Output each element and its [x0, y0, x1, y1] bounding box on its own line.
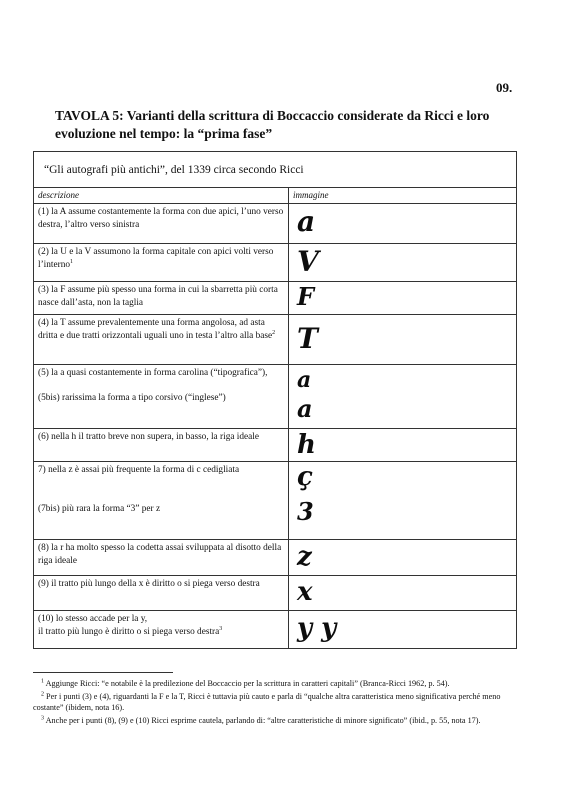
footnote-separator [33, 672, 173, 673]
image-cell [289, 575, 517, 610]
table-row [34, 243, 517, 281]
table-caption-row [34, 152, 517, 188]
letter-y-specimen: y y [297, 612, 337, 643]
footnotes [33, 678, 517, 728]
table-row [34, 364, 517, 428]
footnote-mark: 1 [41, 678, 44, 685]
letter-r-specimen: z [297, 541, 312, 572]
table-row [34, 428, 517, 461]
page-title: TAVOLA 5: Varianti della scrittura di Boccaccio considerate da Ricci e loro evoluzione nel tempo: la “prima fase” [55, 108, 490, 141]
table-row [34, 461, 517, 539]
image-cell [289, 243, 517, 281]
description-text: 7) nella z è assai più frequente la forma di c cedigliata [38, 464, 240, 475]
footnote-ref: 3 [219, 626, 223, 633]
description-text-bis: (7bis) più rara la forma “3” per z [38, 504, 161, 515]
description-text-bis: il tratto più lungo è diritto o si piega verso destra [38, 627, 220, 638]
description-cell [34, 364, 289, 428]
table-row [34, 281, 517, 314]
image-cell [289, 364, 517, 428]
description-text: (10) lo stesso accade per la y, [38, 613, 148, 624]
table-row [34, 610, 517, 648]
description-cell [34, 610, 289, 648]
letter-a-specimen: a [297, 204, 316, 238]
description-text-bis: (5bis) rarissima la forma a tipo corsivo (“inglese”) [38, 393, 226, 404]
image-cell [289, 314, 517, 364]
table-row [34, 575, 517, 610]
letter-h-specimen: h [297, 429, 316, 460]
table-row [34, 314, 517, 364]
footnote [33, 715, 517, 726]
description-cell: (9) il tratto più lungo della x è diritto o si piega verso destra [34, 575, 289, 610]
footnote-ref: 1 [70, 259, 74, 266]
letter-a-corsivo-specimen: a [297, 393, 313, 423]
footnote-text: Anche per i punti (8), (9) e (10) Ricci esprime cautela, parlando di: “altre caratteristiche di minore significato” (ibid., p. 55, nota 17). [45, 716, 481, 726]
description-cell [34, 461, 289, 539]
description-cell: (6) nella h il tratto breve non supera, in basso, la riga ideale [34, 428, 289, 461]
description-text: (5) la a quasi costantemente in forma carolina (“tipografica”), [38, 367, 268, 378]
description-text: (2) la U e la V assumono la forma capitale con apici volti verso l’interno [38, 246, 274, 271]
image-cell [289, 203, 517, 243]
letter-t-specimen: T [297, 321, 318, 355]
footnote-ref: 2 [272, 330, 276, 337]
footnote-text: Per i punti (3) e (4), riguardanti la F e la T, Ricci è tuttavia più cauto e parla di “qualche altra caratteristica meno significativa perché meno costante” (ibidem, nota 16). [33, 692, 501, 713]
description-cell: (1) la A assume costantemente la forma con due apici, l’uno verso destra, l’altro verso sinistra [34, 203, 289, 243]
description-cell: (8) la r ha molto spesso la codetta assai sviluppata al disotto della riga ideale [34, 539, 289, 575]
description-cell [34, 243, 289, 281]
column-header-description: descrizione [34, 187, 289, 203]
image-cell [289, 610, 517, 648]
letter-z-cedilla-specimen: ç [297, 461, 313, 492]
footnote-text: Aggiunge Ricci: “e notabile è la predilezione del Boccaccio per la scrittura in caratteri capitali” (Branca-Ricci 1962, p. 54). [45, 679, 450, 688]
footnote [33, 678, 517, 689]
image-cell [289, 428, 517, 461]
letter-a-carolina-specimen: a [297, 366, 312, 393]
letter-v-specimen: V [297, 244, 319, 278]
image-cell [289, 539, 517, 575]
letter-f-specimen: F [297, 281, 315, 311]
image-cell [289, 461, 517, 539]
letter-x-specimen: x [297, 576, 313, 607]
footnote-mark: 2 [41, 691, 44, 698]
description-text: (4) la T assume prevalentemente una forma angolosa, ad asta dritta e due tratti orizzontali uguali uno in testa l’altro alla base [38, 317, 273, 342]
column-header-image: immagine [289, 187, 517, 203]
table-row [34, 203, 517, 243]
description-cell [34, 314, 289, 364]
footnote [33, 691, 517, 713]
variants-table [33, 151, 517, 649]
table-header-row [34, 187, 517, 203]
table-row [34, 539, 517, 575]
page-number: 09. [496, 80, 513, 95]
letter-z-three-specimen: 3 [297, 496, 314, 526]
footnote-mark: 3 [41, 715, 44, 722]
table-caption: “Gli autografi più antichi”, del 1339 circa secondo Ricci [34, 152, 517, 188]
description-cell: (3) la F assume più spesso una forma in cui la sbarretta più corta nasce dall’asta, non la taglia [34, 281, 289, 314]
image-cell [289, 281, 517, 314]
